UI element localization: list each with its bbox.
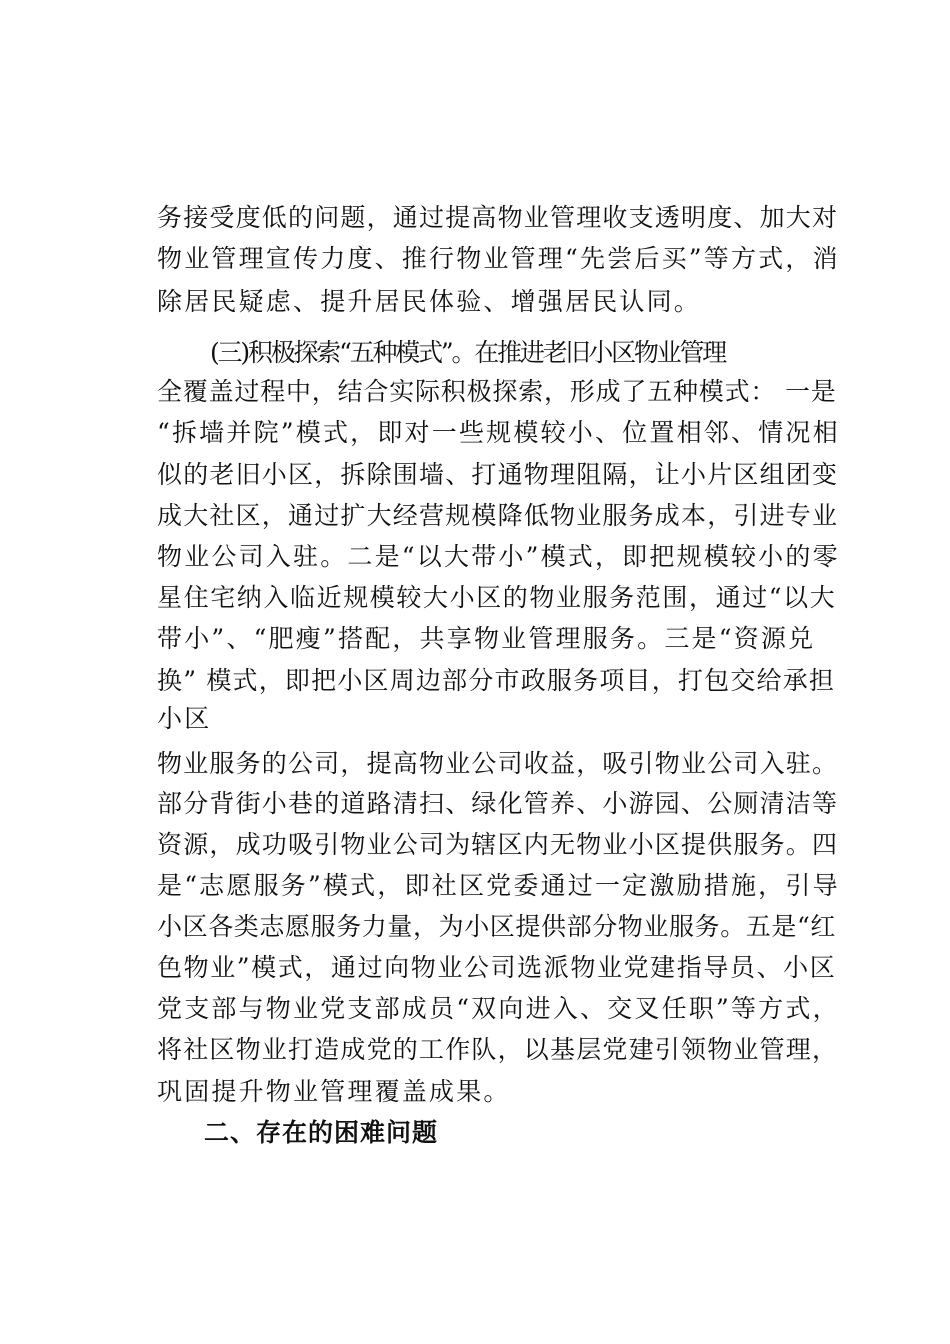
- paragraph-2-line-5: 成大社区，通过扩大经营规模降低物业服务成本，引进专业: [157, 501, 839, 530]
- paragraph-2-line-9: 换” 模式，即把小区周边部分市政服务项目，打包交给承担: [157, 666, 836, 695]
- paragraph-2-line-16: 色物业”模式，通过向物业公司选派物业党建指导员、小区: [157, 953, 837, 982]
- paragraph-2-line-1: (三)积极探索“五种模式”。在推进老旧小区物业管理: [210, 338, 726, 367]
- paragraph-2-line-7: 星住宅纳入临近规模较大小区的物业服务范围，通过“以大: [157, 583, 837, 612]
- paragraph-2-line-15: 小区各类志愿服务力量，为小区提供部分物业服务。五是“红: [157, 912, 836, 941]
- paragraph-2-line-3: “拆墙并院”模式，即对一些规模较小、位置相邻、情况相: [157, 418, 840, 447]
- paragraph-2-line-8: 带小”、“肥瘦”搭配，共享物业管理服务。三是“资源兑: [157, 624, 816, 653]
- paragraph-1-line-2: 物业管理宣传力度、推行物业管理“先尝后买”等方式，消: [157, 244, 840, 273]
- paragraph-2-line-12: 部分背街小巷的道路清扫、绿化管养、小游园、公厕清洁等: [157, 789, 839, 818]
- paragraph-2-line-18: 将社区物业打造成党的工作队，以基层党建引领物业管理，: [157, 1035, 839, 1064]
- paragraph-2-line-14: 是“志愿服务”模式，即社区党委通过一定激励措施，引导: [157, 871, 840, 900]
- section-heading: 二、存在的困难问题: [204, 1118, 439, 1147]
- paragraph-1-line-3: 除居民疑虑、提升居民体验、增强居民认同。: [157, 287, 702, 316]
- paragraph-2-line-17: 党支部与物业党支部成员“双向进入、交叉任职”等方式，: [157, 994, 840, 1023]
- paragraph-2-line-13: 资源，成功吸引物业公司为辖区内无物业小区提供服务。四: [157, 830, 839, 859]
- paragraph-1-line-1: 务接受度低的问题，通过提高物业管理收支透明度、加大对: [157, 203, 839, 232]
- paragraph-2-line-4: 似的老旧小区，拆除围墙、打通物理阻隔，让小片区组团变: [157, 460, 839, 489]
- paragraph-2-line-2: 全覆盖过程中，结合实际积极探索，形成了五种模式： 一是: [157, 377, 837, 406]
- paragraph-2-line-11: 物业服务的公司，提高物业公司收益，吸引物业公司入驻。: [157, 749, 839, 778]
- paragraph-2-line-6: 物业公司入驻。二是“以大带小”模式，即把规模较小的零: [157, 542, 840, 571]
- paragraph-2-line-19: 巩固提升物业管理覆盖成果。: [157, 1077, 511, 1106]
- paragraph-2-line-10: 小区: [157, 704, 212, 733]
